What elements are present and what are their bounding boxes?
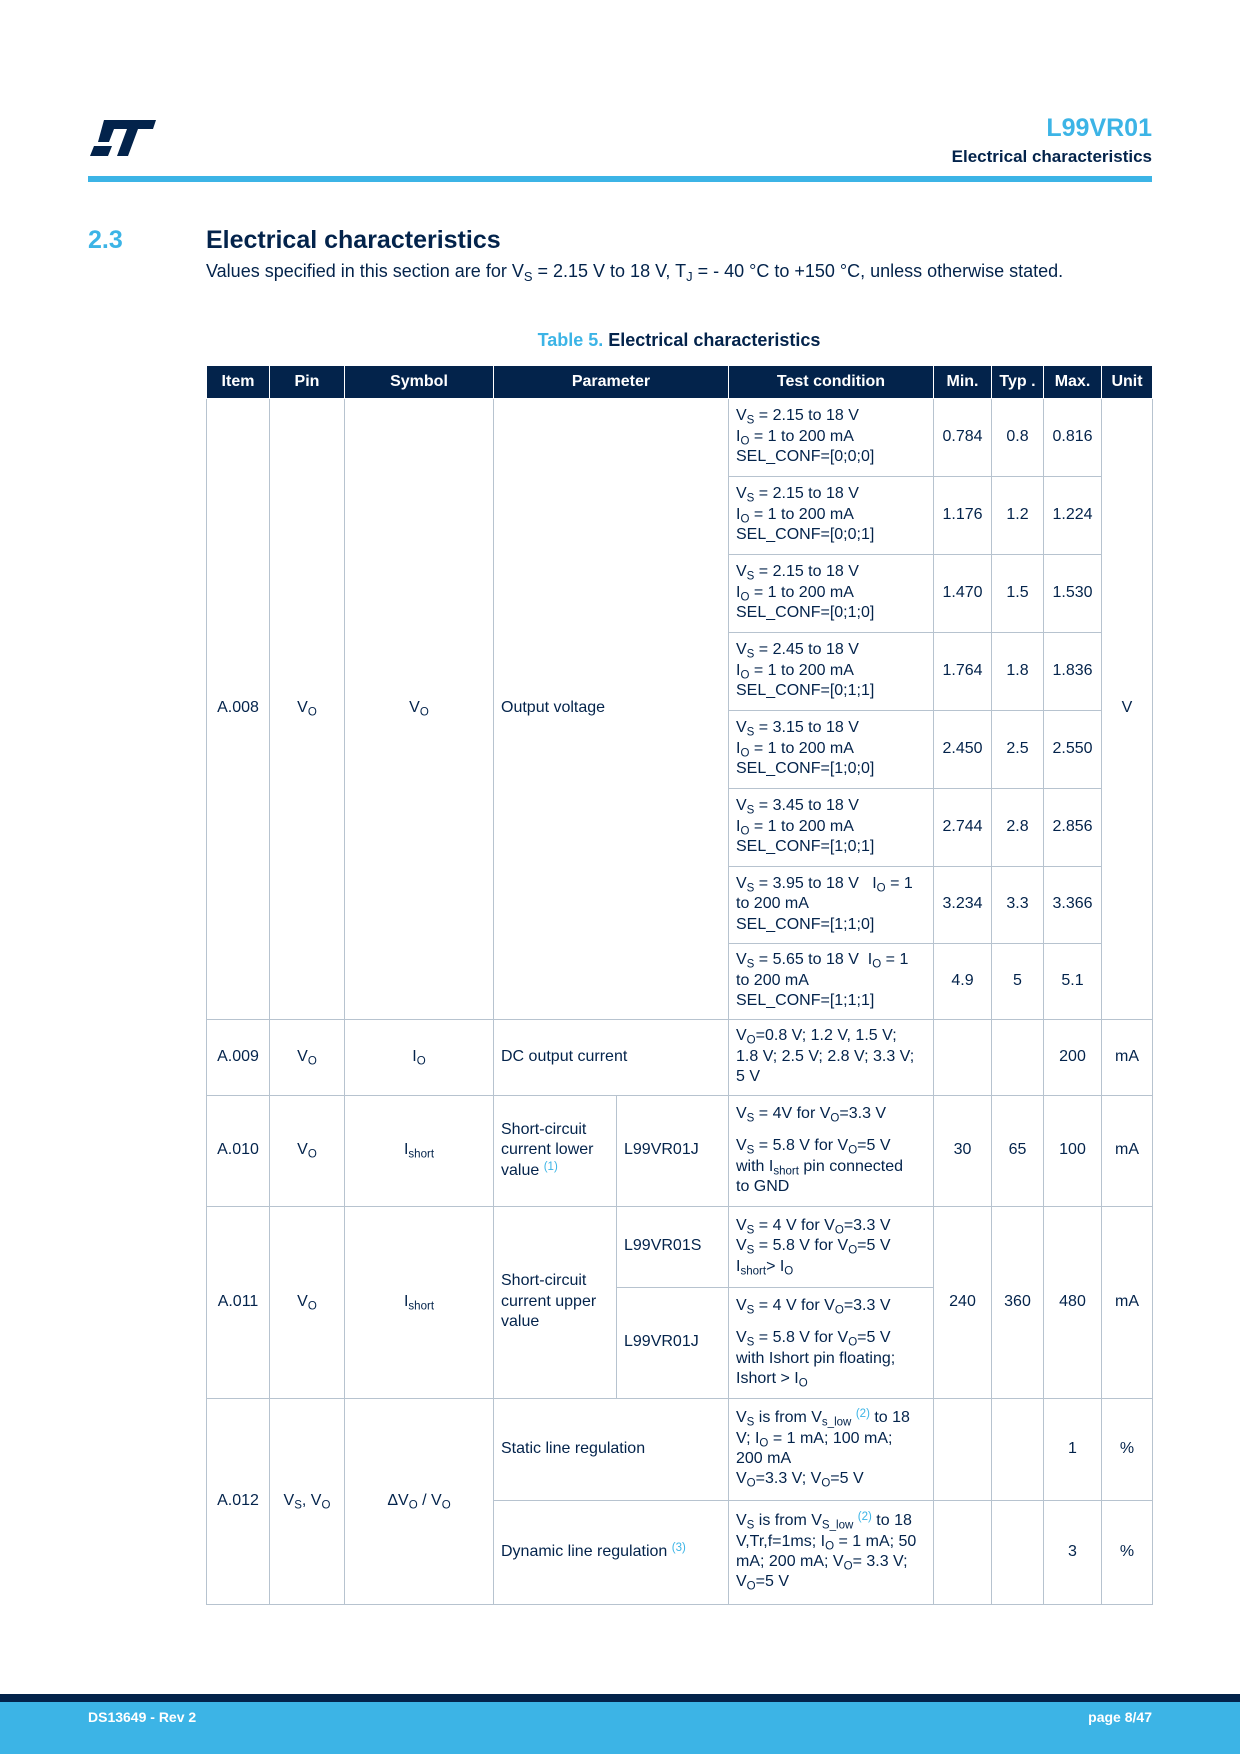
typ-cell [992,1500,1044,1604]
test-condition-cell: $V_S = 3.15$ to 18 V $I_O = 1$ to 200 mA SEL_CONF=[1;0;0] [729,710,934,788]
typ-cell: 5 [992,943,1044,1019]
header-pin: Pin [270,366,345,398]
pin-cell: $V_O$ [270,1019,345,1095]
unit-cell: mA [1102,1019,1153,1095]
test-condition-cell: $V_S$ is from $V_{s\_low}$ $^{(2)}$ to 18 V; $I_O = 1$ mA; 100 mA; 200 mA $V_O=3.3$ V; $V_O=5$ V [729,1398,934,1500]
header-typ: Typ . [992,366,1044,398]
test-condition-cell: $V_S = 3.45$ to 18 V $I_O = 1$ to 200 mA SEL_CONF=[1;0;1] [729,788,934,866]
parameter-cell: DC output current [494,1019,729,1095]
max-cell: 100 [1044,1095,1102,1206]
table-caption [206,330,1152,351]
table-row [207,1206,1153,1287]
footer-page-number: page 8/47 [1088,1709,1152,1725]
parameter-cell: Static line regulation [494,1398,729,1500]
item-cell: A.011 [207,1206,270,1398]
table-number: Table 5. [537,330,604,350]
table-row [207,398,1153,476]
table-title: Electrical characteristics [608,330,821,350]
variant-cell: L99VR01J [617,1287,729,1398]
footnote-ref: (2) [855,1407,870,1420]
min-cell: 2.744 [934,788,992,866]
typ-cell: 1.5 [992,554,1044,632]
max-cell: 3.366 [1044,866,1102,943]
variant-cell: L99VR01J [617,1095,729,1206]
typ-cell: 2.5 [992,710,1044,788]
max-cell: 1.836 [1044,632,1102,710]
header-min: Min. [934,366,992,398]
item-cell: A.012 [207,1398,270,1604]
unit-cell: V [1102,398,1153,1019]
footnote-ref: (2) [857,1510,872,1523]
table-row [207,1019,1153,1095]
test-condition-cell: $V_S = 2.45$ to 18 V $I_O = 1$ to 200 mA SEL_CONF=[0;1;1] [729,632,934,710]
typ-cell [992,1398,1044,1500]
symbol-cell: $\Delta V_O / V_O$ [345,1398,494,1604]
typ-cell: 0.8 [992,398,1044,476]
table-row [207,1398,1153,1500]
unit-cell: % [1102,1398,1153,1500]
min-cell: 1.176 [934,476,992,554]
pin-cell: $V_O$ [270,398,345,1019]
typ-cell [992,1019,1044,1095]
section-title: Electrical characteristics [206,226,501,254]
pin-cell: $V_S$, $V_O$ [270,1398,345,1604]
pin-cell: $V_O$ [270,1206,345,1398]
st-logo [88,118,158,158]
header-unit: Unit [1102,366,1153,398]
section-intro: Values specified in this section are for $V_S = 2.15$ V to 18 V, $T_J$ = - 40 °C to +150 °C, unless otherwise stated. [206,261,1064,284]
document-title: L99VR01 [1046,114,1152,142]
min-cell: 4.9 [934,943,992,1019]
typ-cell: 1.8 [992,632,1044,710]
svg-text:ST: ST [88,118,90,119]
min-cell: 1.470 [934,554,992,632]
test-condition-cell: $V_S = 4$ V for $V_O=3.3$ V $V_S = 5.8$ V for $V_O=5$ V $I_{short}> I_O$ [729,1206,934,1287]
typ-cell: 360 [992,1206,1044,1398]
min-cell: 30 [934,1095,992,1206]
symbol-cell: $V_O$ [345,398,494,1019]
symbol-cell: $I_O$ [345,1019,494,1095]
table-row [207,1095,1153,1206]
section-number: 2.3 [88,226,123,254]
electrical-characteristics-table [206,366,1153,1605]
max-cell: 1.530 [1044,554,1102,632]
test-condition-cell: $V_S = 2.15$ to 18 V $I_O = 1$ to 200 mA SEL_CONF=[0;1;0] [729,554,934,632]
test-condition-cell: $V_S$ is from $V_{S\_low}$ $^{(2)}$ to 18 V,Tr,f=1ms; $I_O = 1$ mA; 50 mA; 200 mA; $V_O= 3.3$ V; $V_O=5$ V [729,1500,934,1604]
unit-cell: mA [1102,1095,1153,1206]
max-cell: 1.224 [1044,476,1102,554]
item-cell: A.008 [207,398,270,1019]
max-cell: 1 [1044,1398,1102,1500]
footer-band-dark [0,1694,1240,1702]
header-test-condition: Test condition [729,366,934,398]
header-symbol: Symbol [345,366,494,398]
min-cell [934,1398,992,1500]
symbol-cell: $I_{short}$ [345,1095,494,1206]
test-condition-cell: $V_S = 3.95$ to 18 V $I_O = 1$ to 200 mA SEL_CONF=[1;1;0] [729,866,934,943]
min-cell [934,1019,992,1095]
header-parameter: Parameter [494,366,729,398]
variant-cell: L99VR01S [617,1206,729,1287]
parameter-cell: Output voltage [494,398,729,1019]
min-cell [934,1500,992,1604]
footnote-ref: (3) [671,1541,686,1554]
unit-cell: mA [1102,1206,1153,1398]
table-header-row [207,366,1153,398]
test-condition-cell: $V_S = 4V$ for $V_O=3.3$ V $V_S = 5.8$ V for $V_O=5$ V with $I_{short}$ pin connected to GND [729,1095,934,1206]
min-cell: 1.764 [934,632,992,710]
document-subtitle: Electrical characteristics [951,147,1152,166]
header-divider [88,176,1152,182]
header-item: Item [207,366,270,398]
test-condition-cell: $V_S = 2.15$ to 18 V $I_O = 1$ to 200 mA SEL_CONF=[0;0;0] [729,398,934,476]
parameter-cell: Short-circuit current lower value $^{(1)}$ [494,1095,617,1206]
typ-cell: 65 [992,1095,1044,1206]
item-cell: A.009 [207,1019,270,1095]
header-max: Max. [1044,366,1102,398]
test-condition-cell: $V_S = 2.15$ to 18 V $I_O = 1$ to 200 mA SEL_CONF=[0;0;1] [729,476,934,554]
max-cell: 2.856 [1044,788,1102,866]
typ-cell: 1.2 [992,476,1044,554]
pin-cell: $V_O$ [270,1095,345,1206]
symbol-cell: $I_{short}$ [345,1206,494,1398]
item-cell: A.010 [207,1095,270,1206]
parameter-cell: Dynamic line regulation $^{(3)}$ [494,1500,729,1604]
max-cell: 2.550 [1044,710,1102,788]
typ-cell: 2.8 [992,788,1044,866]
max-cell: 3 [1044,1500,1102,1604]
typ-cell: 3.3 [992,866,1044,943]
test-condition-cell: $V_S = 4$ V for $V_O=3.3$ V $V_S = 5.8$ V for $V_O=5$ V with Ishort pin floating; Ishort > $I_O$ [729,1287,934,1398]
unit-cell: % [1102,1500,1153,1604]
max-cell: 0.816 [1044,398,1102,476]
footnote-ref: (1) [543,1160,558,1173]
min-cell: 240 [934,1206,992,1398]
min-cell: 0.784 [934,398,992,476]
test-condition-cell: $V_S = 5.65$ to 18 V $I_O = 1$ to 200 mA SEL_CONF=[1;1;1] [729,943,934,1019]
footer-document-id: DS13649 - Rev 2 [88,1709,197,1725]
min-cell: 2.450 [934,710,992,788]
max-cell: 480 [1044,1206,1102,1398]
max-cell: 200 [1044,1019,1102,1095]
max-cell: 5.1 [1044,943,1102,1019]
min-cell: 3.234 [934,866,992,943]
parameter-cell: Short-circuit current upper value [494,1206,617,1398]
test-condition-cell: $V_O=0.8$ V; 1.2 V, 1.5 V; 1.8 V; 2.5 V; 2.8 V; 3.3 V; 5 V [729,1019,934,1095]
